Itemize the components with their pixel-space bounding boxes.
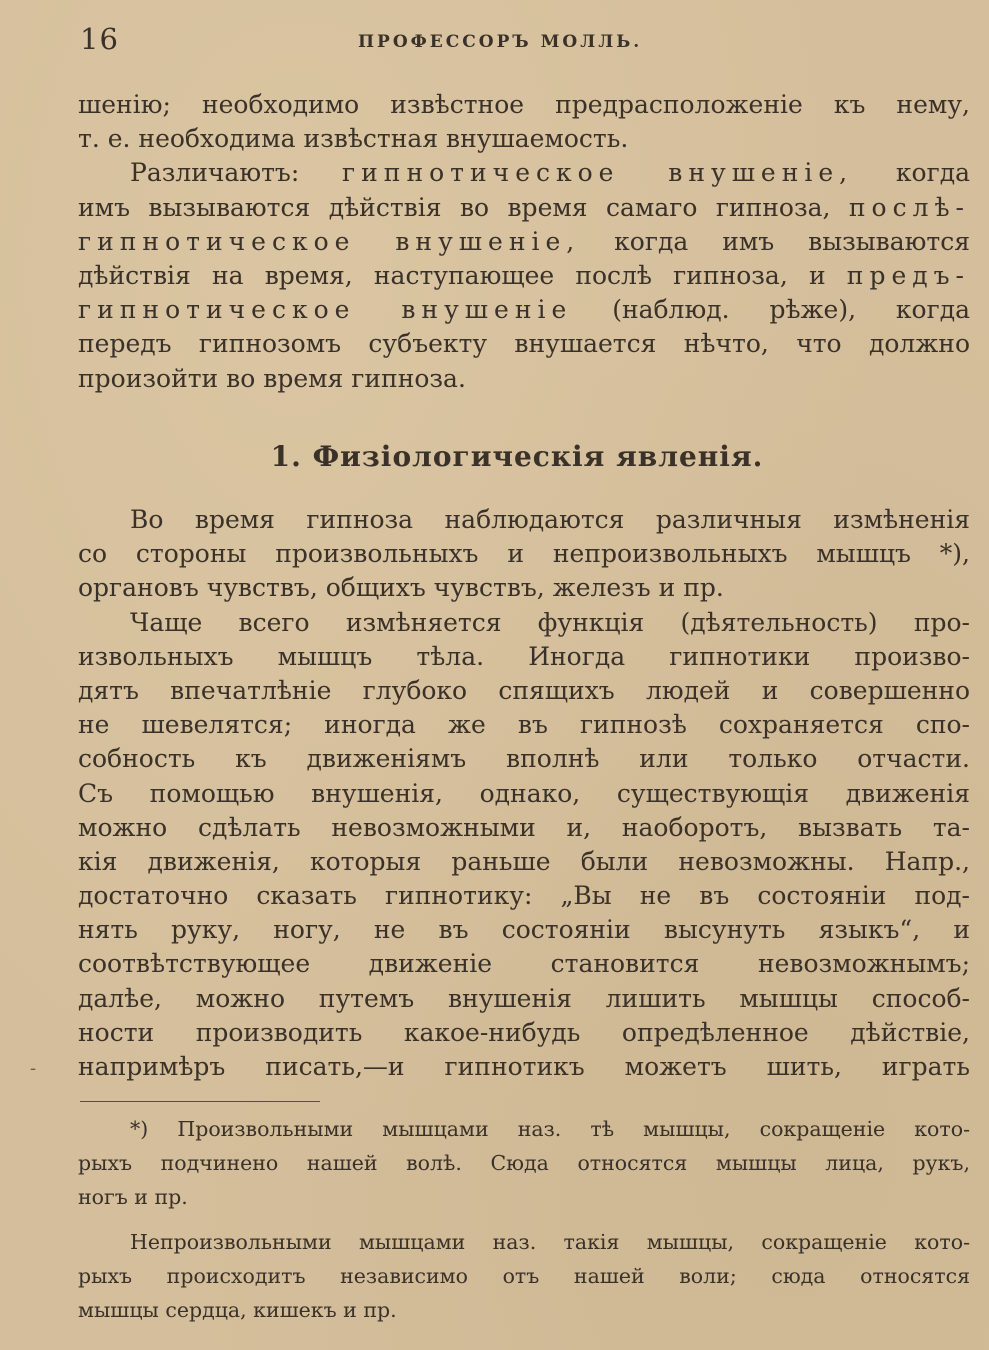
text-fragment: (наблюд. рѣже), когда	[572, 295, 971, 325]
text-line: соотвѣтствующее движеніе становится невозможнымъ;	[78, 949, 970, 979]
running-title: ПРОФЕССОРЪ МОЛЛЬ.	[358, 32, 643, 52]
text-line: извольныхъ мышцъ тѣла. Иногда гипнотики произво-	[78, 641, 970, 671]
text-line: далѣе, можно путемъ внушенія лишить мышцы способ-	[78, 983, 970, 1013]
spaced-term: послѣ-	[848, 192, 970, 222]
text-line: можно сдѣлать невозможными и, наоборотъ, вызвать та-	[78, 812, 970, 842]
text-line: напримѣръ писать,—и гипнотикъ можетъ шить, играть	[78, 1052, 970, 1081]
text-line: Чаще всего измѣняется функція (дѣятельность) про-	[130, 607, 970, 637]
section-text	[78, 503, 970, 1084]
footnote-rule	[80, 1101, 320, 1102]
text-fragment: когда	[853, 158, 970, 188]
text-line	[78, 293, 970, 327]
spaced-term: гипнотическое внушеніе	[78, 295, 573, 325]
footnote-line: рыхъ происходитъ независимо отъ нашей воли; сюда относятся	[78, 1263, 970, 1288]
intro-text	[78, 88, 970, 396]
text-line	[78, 259, 970, 293]
text-line	[78, 191, 970, 225]
footnote-line: мышцы сердца, кишекъ и пр.	[78, 1297, 397, 1322]
text-line	[78, 156, 970, 190]
spaced-term: гипнотическое внушеніе,	[342, 158, 854, 188]
text-line: не шевелятся; иногда же въ гипнозѣ сохраняется спо-	[78, 710, 970, 740]
text-line: собность къ движеніямъ вполнѣ или только отчасти.	[78, 744, 970, 774]
text-line: со стороны произвольныхъ и непроизвольныхъ мышцъ *),	[78, 539, 970, 569]
margin-mark: -	[30, 1058, 37, 1079]
text-line: органовъ чувствъ, общихъ чувствъ, железъ и пр.	[78, 573, 724, 603]
footnote-line: рыхъ подчинено нашей волѣ. Сюда относятся мышцы лица, рукъ,	[78, 1151, 970, 1176]
section-heading: 1. Физіологическія явленія.	[270, 440, 764, 473]
text-fragment: когда имъ вызываются	[580, 226, 970, 256]
text-line: Во время гипноза наблюдаются различныя измѣненія	[130, 505, 970, 534]
text-line: произойти во время гипноза.	[78, 363, 466, 393]
text-line: Съ помощью внушенія, однако, существующія движенія	[78, 778, 970, 808]
footnote-line: Непроизвольными мышцами наз. такія мышцы, сокращеніе кото-	[130, 1229, 970, 1254]
page-number: 16	[80, 22, 119, 56]
text-line	[78, 225, 970, 259]
text-fragment: имъ вызываются дѣйствія во время самаго гипноза,	[78, 192, 849, 222]
text-line: кія движенія, которыя раньше были невозможны. Напр.,	[78, 846, 970, 876]
text-line: шенію; необходимо извѣстное предрасположеніе къ нему,	[78, 90, 970, 119]
spaced-term: гипнотическое внушеніе,	[78, 226, 581, 256]
footnotes	[78, 1116, 970, 1331]
text-line: т. е. необходима извѣстная внушаемость.	[78, 124, 629, 154]
text-line: передъ гипнозомъ субъекту внушается нѣчто, что должно	[78, 329, 970, 359]
text-line: ности производить какое-нибудь опредѣленное дѣйствіе,	[78, 1017, 970, 1047]
footnote-line: *) Произвольными мышцами наз. тѣ мышцы, сокращеніе кото-	[130, 1117, 970, 1141]
page-header	[80, 22, 969, 56]
text-line: достаточно сказать гипнотику: „Вы не въ состояніи под-	[78, 881, 970, 911]
text-line: дятъ впечатлѣніе глубоко спящихъ людей и совершенно	[78, 675, 970, 705]
footnote-line: ногъ и пр.	[78, 1185, 188, 1210]
text-line: нять руку, ногу, не въ состояніи высунуть языкъ“, и	[78, 915, 970, 945]
text-fragment: дѣйствія на время, наступающее послѣ гипноза, и	[78, 260, 847, 290]
spaced-term: предъ-	[846, 260, 970, 290]
footnote-gap	[78, 1219, 970, 1229]
text-fragment: Различаютъ:	[130, 158, 343, 188]
